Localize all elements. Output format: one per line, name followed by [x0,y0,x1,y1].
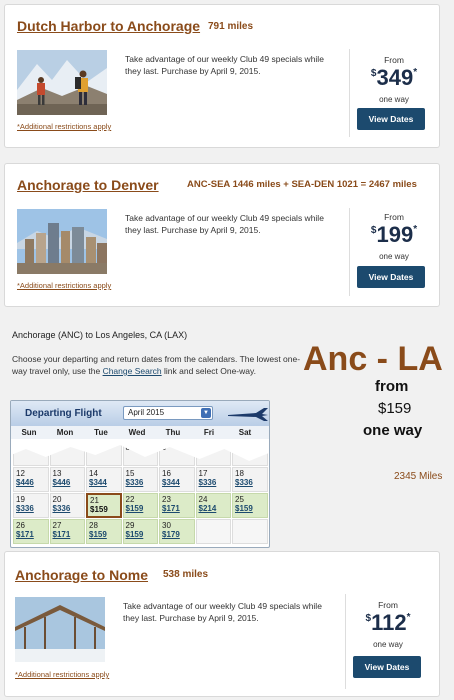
airplane-icon [226,405,270,423]
annotation-from: from [375,378,409,395]
day-fare-link[interactable]: $336 [52,504,71,513]
deal-description: Take advantage of our weekly Club 49 specials while they last. Purchase by April 9, 2015. [125,213,324,235]
weekday-label: Mon [56,428,74,437]
day-fare-link[interactable]: $446 [16,478,34,487]
calendar-label: Departing Flight [25,408,102,419]
day-fare-link[interactable]: $214 [198,504,217,513]
deal-title-link[interactable]: Dutch Harbor to Anchorage [17,18,201,34]
weekday-label: Sun [21,428,37,437]
day-number: 30 [162,521,171,530]
distance-annotation: 538 miles [163,569,209,580]
day-number: 25 [235,495,244,504]
weekday-label: Sat [238,428,252,437]
calendar-day[interactable] [50,467,86,492]
weekday-label: Tue [94,428,108,437]
calendar-day[interactable] [86,493,122,518]
calendar-day[interactable] [50,493,86,518]
denver-skyline-photo [17,209,107,274]
day-number: 16 [162,469,171,478]
calendar-day[interactable] [50,519,86,544]
weekday-label: Fri [203,428,215,437]
day-number: 18 [235,469,244,478]
day-fare-link[interactable]: $446 [52,478,71,487]
day-fare-link[interactable]: $159 [125,504,144,513]
price-display: $112* [365,610,411,635]
day-fare-link[interactable]: $179 [162,530,180,539]
deal-description: Take advantage of our weekly Club 49 specials while they last. Purchase by April 9, 2015. [123,601,322,623]
change-search-link[interactable]: Change Search [102,366,162,376]
day-number: 27 [52,521,62,530]
deal-title-link[interactable]: Anchorage to Denver [17,177,159,193]
departing-calendar [10,400,270,548]
deal-card-dutch-harbor [4,4,440,148]
day-fare-link[interactable]: $336 [198,478,217,487]
calendar-day[interactable] [13,493,49,518]
calendar-day [196,519,232,544]
day-number: 13 [52,469,62,478]
day-number: 14 [89,469,98,478]
oneway-label: one way [373,640,403,649]
day-fare-link[interactable]: $159 [89,530,107,539]
month-select[interactable]: April 2015 ▼ [123,406,213,420]
divider [349,49,350,137]
day-fare-link[interactable]: $159 [90,505,108,514]
day-number: 24 [198,495,208,504]
weekday-header [11,426,269,440]
deal-description: Take advantage of our weekly Club 49 specials while they last. Purchase by April 9, 2015. [125,54,324,76]
day-fare-link[interactable]: $336 [16,504,34,513]
distance-annotation: 791 miles [208,21,254,32]
calendar-day[interactable] [159,467,195,492]
calendar-day[interactable] [123,519,159,544]
calendar-day[interactable] [86,467,122,492]
hikers-photo [17,50,107,115]
calendar-day[interactable] [13,467,49,492]
day-number: 22 [125,495,135,504]
day-number: 21 [90,496,99,505]
price-display: $349* [370,65,418,90]
oneway-label: one way [379,95,409,104]
deal-card-nome [4,551,440,697]
annotation-miles: 2345 Miles [394,471,443,482]
weekday-label: Wed [128,428,146,437]
oneway-label: one way [379,252,409,261]
day-number: 29 [125,521,135,530]
day-number: 26 [16,521,25,530]
day-fare-link[interactable]: $171 [162,504,180,513]
day-number: 12 [16,469,25,478]
calendar-day[interactable] [232,467,268,492]
calendar-day[interactable] [123,467,159,492]
day-number: 15 [125,469,135,478]
route-heading: Anchorage (ANC) to Los Angeles, CA (LAX) [12,330,188,340]
weekday-label: Thu [165,428,181,437]
day-fare-link[interactable]: $336 [235,478,253,487]
calendar-day[interactable] [13,519,49,544]
from-label: From [384,55,404,65]
calendar-day[interactable] [232,493,268,518]
chevron-down-icon: ▼ [201,408,211,418]
deal-title-link[interactable]: Anchorage to Nome [15,567,149,583]
view-dates-button[interactable]: View Dates [353,656,421,678]
calendar-day[interactable] [159,519,195,544]
restrictions-link[interactable]: *Additional restrictions apply [15,670,110,679]
distance-annotation: ANC-SEA 1446 miles + SEA-DEN 1021 = 2467 miles [187,179,417,190]
calendar-day [232,519,268,544]
calendar-header [11,401,269,426]
day-fare-link[interactable]: $159 [235,504,253,513]
day-fare-link[interactable]: $171 [16,530,34,539]
calendar-day[interactable] [86,519,122,544]
calendar-week [13,493,269,518]
annotation-price: $159 [378,400,412,417]
day-number: 19 [16,495,25,504]
calendar-week [13,519,269,544]
view-dates-button[interactable]: View Dates [357,108,425,130]
day-number: 17 [198,469,208,478]
deal-card-denver [4,163,440,307]
day-number: 23 [162,495,171,504]
day-fare-link[interactable]: $336 [125,478,144,487]
price-display: $199* [370,222,418,247]
day-number: 28 [89,521,98,530]
calendar-day[interactable] [159,493,195,518]
from-label: From [378,600,398,610]
from-label: From [384,212,404,222]
day-fare-link[interactable]: $171 [52,530,71,539]
day-number: 20 [52,495,62,504]
view-dates-button[interactable]: View Dates [357,266,425,288]
day-fare-link[interactable]: $159 [125,530,144,539]
day-fare-link[interactable]: $344 [89,478,107,487]
annotation-oneway: one way [363,422,423,439]
restrictions-link[interactable]: *Additional restrictions apply [17,122,112,131]
annotation-route-title: Anc - LA [303,340,443,378]
divider [349,208,350,296]
nome-structure-photo [15,597,105,662]
torn-edge [11,439,269,469]
calendar-instructions: Choose your departing and return dates from the calendars. The lowest one-way travel only, use the Change Search link and select One-way. [12,354,301,376]
calendar-week [13,467,269,492]
calendar-day[interactable] [196,467,232,492]
calendar-day[interactable] [123,493,159,518]
restrictions-link[interactable]: *Additional restrictions apply [17,281,112,290]
day-fare-link[interactable]: $344 [162,478,180,487]
calendar-day[interactable] [196,493,232,518]
